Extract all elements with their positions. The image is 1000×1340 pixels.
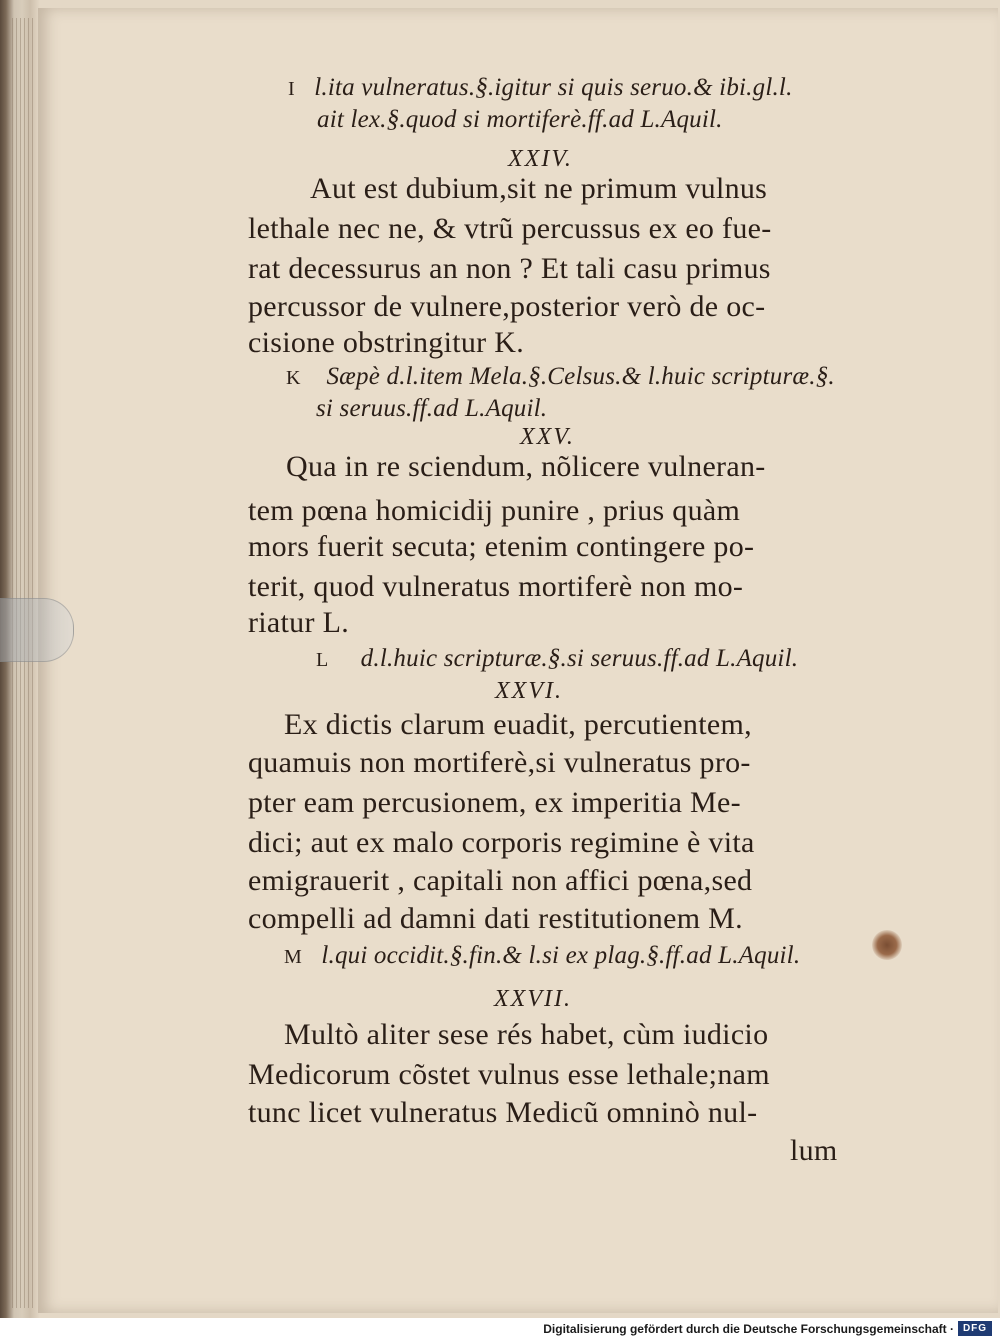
footnote-marker: L: [316, 649, 329, 671]
footnote-line: ait lex.§.quod si mortiferè.ff.ad L.Aquil.: [317, 106, 723, 133]
footnote-text: d.l.huic scripturæ.§.si seruus.ff.ad L.Aquil.: [360, 645, 799, 672]
body-line: emigrauerit , capitali non affici pœna,sed: [248, 864, 753, 897]
body-line: riatur L.: [248, 606, 349, 639]
footnote-line: [316, 645, 798, 673]
footnote-text: Sæpè d.l.item Mela.§.Celsus.& l.huic scripturæ.§.: [326, 363, 835, 390]
footnote-marker: K: [286, 367, 301, 389]
page-clip: [0, 598, 74, 662]
body-line: tem pœna homicidij punire , prius quàm: [248, 494, 741, 527]
dfg-logo: DFG: [958, 1321, 992, 1336]
footnote-line: [284, 942, 800, 970]
section-heading: XXVI.: [495, 678, 563, 704]
ink-stain: [872, 930, 902, 960]
body-line: pter eam percusionem, ex imperitia Me-: [248, 786, 741, 819]
body-line: cisione obstringitur K.: [248, 326, 525, 359]
body-line: compelli ad damni dati restitutionem M.: [248, 902, 743, 935]
body-line: mors fuerit secuta; etenim contingere po-: [248, 530, 755, 563]
footnote-marker: M: [284, 946, 302, 968]
catchword: lum: [790, 1134, 838, 1167]
body-line: Aut est dubium,sit ne primum vulnus: [310, 172, 768, 205]
footnote-marker: I: [288, 78, 295, 100]
section-heading: XXVII.: [494, 986, 572, 1012]
body-line: Qua in re sciendum, nõlicere vulneran-: [286, 450, 766, 483]
footnote-line: si seruus.ff.ad L.Aquil.: [316, 395, 548, 422]
section-heading: XXIV.: [508, 146, 573, 172]
body-line: tunc licet vulneratus Medicũ omninò nul-: [248, 1096, 758, 1129]
body-line: Medicorum cõstet vulnus esse lethale;nam: [248, 1058, 770, 1091]
page-edges: [12, 18, 36, 1308]
footnote-line: [286, 363, 835, 391]
body-line: quamuis non mortiferè,si vulneratus pro-: [248, 746, 751, 779]
body-line: rat decessurus an non ? Et tali casu primus: [248, 252, 771, 285]
body-line: dici; aut ex malo corporis regimine è vita: [248, 826, 755, 859]
body-line: Multò aliter sese rés habet, cùm iudicio: [284, 1018, 769, 1051]
body-line: Ex dictis clarum euadit, percutientem,: [284, 708, 752, 741]
footnote-text: l.ita vulneratus.§.igitur si quis seruo.& ibi.gl.l.: [314, 74, 793, 101]
body-line: terit, quod vulneratus mortiferè non mo-: [248, 570, 744, 603]
footnote-line: [288, 74, 793, 102]
footnote-text: l.qui occidit.§.fin.& l.si ex plag.§.ff.ad L.Aquil.: [321, 942, 801, 969]
body-line: lethale nec ne, & vtrũ percussus ex eo fue-: [248, 212, 772, 245]
body-line: percussor de vulnere,posterior verò de oc-: [248, 290, 766, 323]
section-heading: XXV.: [520, 424, 575, 450]
footer-credit: Digitalisierung gefördert durch die Deutsche Forschungsgemeinschaft ·: [543, 1322, 954, 1336]
